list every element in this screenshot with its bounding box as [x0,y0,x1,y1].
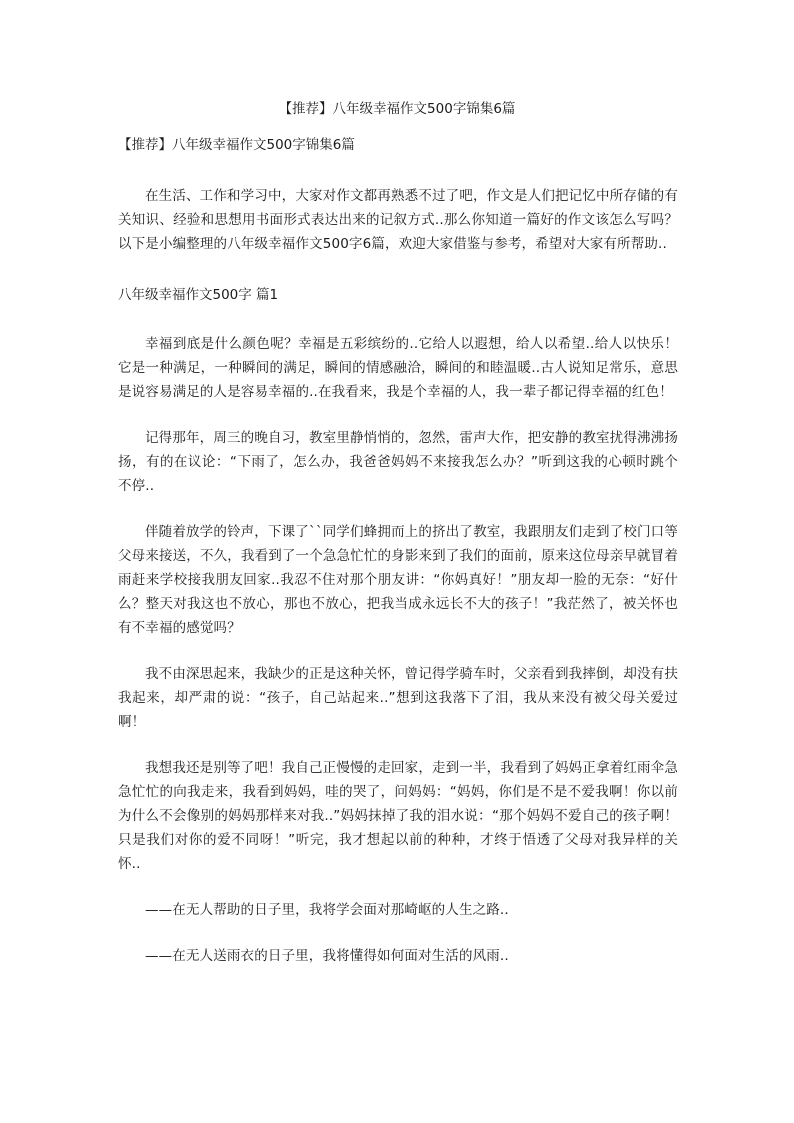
body-paragraph-5: 我想我还是别等了吧！我自己正慢慢的走回家，走到一半，我看到了妈妈正拿着红雨伞急急忙忙的向我走来，我看到妈妈，哇的哭了，问妈妈：“妈妈，你们是不是不爱我啊！你以前为什么不会像别的妈妈那样来对我..”妈妈抹掉了我的泪水说：“那个妈妈不爱自己的孩子啊！只是我们对你的爱不同呀！”听完，我才想起以前的种种，才终于悟透了父母对我异样的关怀.. [118,760,678,872]
closing-line-1: ——在无人帮助的日子里，我将学会面对那崎岖的人生之路.. [145,902,509,918]
section-heading: 八年级幸福作文500字 篇1 [118,287,279,303]
document-title: 【推荐】八年级幸福作文500字锦集6篇 [278,101,516,117]
body-paragraph-1: 幸福到底是什么颜色呢？幸福是五彩缤纷的..它给人以遐想，给人以希望..给人以快乐！它是一种满足，一种瞬间的满足，瞬间的情感融洽，瞬间的和睦温暖..古人说知足常乐，意思是说容易满足的人是容易幸福的..在我看来，我是个幸福的人，我一辈子都记得幸福的红色！ [118,336,678,400]
body-paragraph-3: 伴随着放学的铃声，下课了``同学们蜂拥而上的挤出了教室，我跟朋友们走到了校门口等父母来接送，不久，我看到了一个急急忙忙的身影来到了我们的面前，原来这位母亲早就冒着雨赶来学校接我朋友回家..我忍不住对那个朋友讲：“你妈真好！”朋友却一脸的无奈：“好什么？整天对我这也不放心，那也不放心，把我当成永远长不大的孩子！”我茫然了，被关怀也有不幸福的感觉吗？ [118,524,678,636]
body-paragraph-2: 记得那年，周三的晚自习，教室里静悄悄的，忽然，雷声大作，把安静的教室扰得沸沸扬扬，有的在议论：“下雨了，怎么办，我爸爸妈妈不来接我怎么办？”听到这我的心顿时跳个不停.. [118,430,678,494]
document-body [118,136,678,990]
closing-line-2: ——在无人送雨衣的日子里，我将懂得如何面对生活的风雨.. [145,948,509,964]
body-paragraph-4: 我不由深思起来，我缺少的正是这种关怀，曾记得学骑车时，父亲看到我摔倒，却没有扶我起来，却严肃的说：“孩子，自己站起来..”想到这我落下了泪，我从来没有被父母关爱过啊！ [118,666,678,730]
document-subtitle: 【推荐】八年级幸福作文500字锦集6篇 [118,137,355,153]
intro-paragraph: 在生活、工作和学习中，大家对作文都再熟悉不过了吧，作文是人们把记忆中所存储的有关知识、经验和思想用书面形式表达出来的记叙方式..那么你知道一篇好的作文该怎么写吗？以下是小编整理的八年级幸福作文500字6篇，欢迎大家借鉴与参考，希望对大家有所帮助.. [118,188,678,252]
